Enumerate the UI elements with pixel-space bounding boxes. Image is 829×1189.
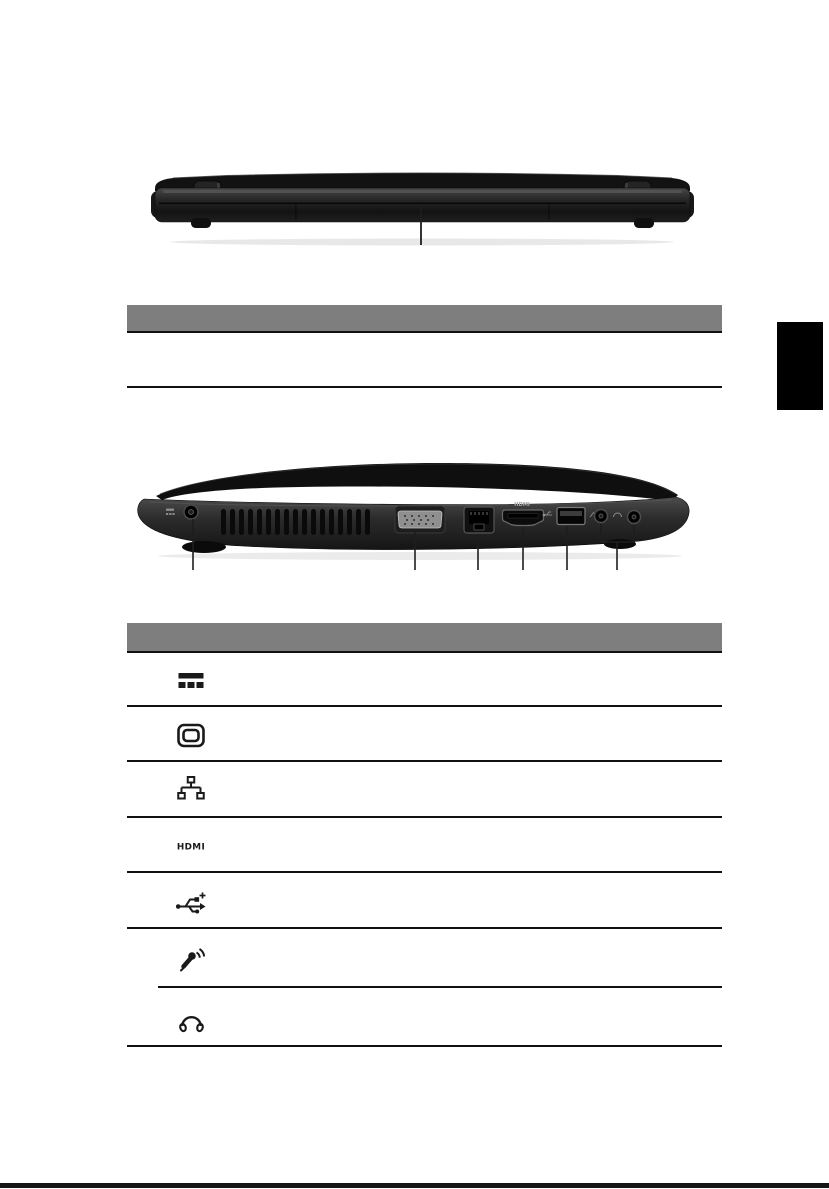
rear-body: [155, 188, 690, 222]
page-footer-rule: [0, 1183, 829, 1188]
usb-icon: [174, 884, 208, 918]
vent-grille: [221, 509, 370, 535]
table-row: [127, 818, 722, 873]
rear-view-laptop-image: [145, 155, 700, 250]
left-lid-edge: [156, 463, 678, 501]
dc-in-printed-mark: [166, 509, 174, 511]
headphones-icon: [174, 1001, 208, 1035]
left-shadow: [158, 552, 682, 560]
table-row: [127, 333, 722, 388]
vga-port: [395, 506, 445, 533]
left-foot-rear: [182, 541, 226, 553]
side-tab: [777, 322, 823, 410]
table-row: [127, 929, 722, 988]
rear-shadow: [170, 239, 674, 246]
left-view-laptop-image: [120, 455, 720, 575]
row-divider: [127, 1045, 722, 1047]
svg-text:HDMI: HDMI: [176, 842, 206, 852]
row-divider: [127, 386, 722, 388]
table-body: [127, 653, 722, 1047]
rear-view-table: [127, 305, 722, 388]
table-row: [127, 707, 722, 762]
ethernet-port: [464, 507, 494, 533]
hdmi-icon: [174, 829, 208, 863]
display-icon: [174, 718, 208, 752]
table-row: [127, 873, 722, 929]
dc-in-icon: [174, 663, 208, 697]
rear-foot-right: [634, 218, 654, 228]
microphone-icon: [174, 942, 208, 976]
table-row: [127, 653, 722, 707]
table-body: [127, 333, 722, 388]
hdmi-port-label: HDMI: [514, 502, 530, 508]
table-header-bar: [127, 623, 722, 653]
table-row: [127, 988, 722, 1047]
rear-foot-left: [191, 218, 211, 228]
left-view-table: [127, 623, 722, 1047]
left-foot-front: [604, 539, 636, 549]
table-header-bar: [127, 305, 722, 333]
ethernet-icon: [174, 773, 208, 807]
table-row: [127, 762, 722, 818]
